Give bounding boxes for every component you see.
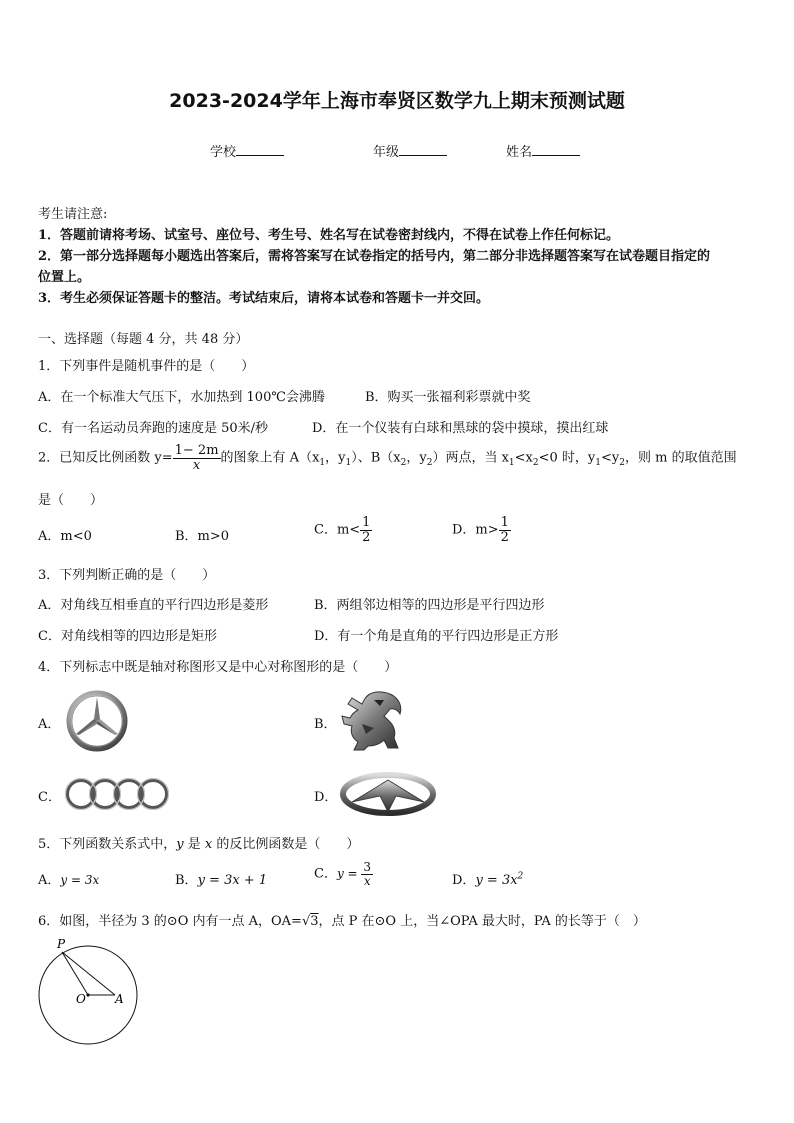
q4-stem: 4．下列标志中既是轴对称图形又是中心对称图形的是（ ）: [38, 660, 398, 675]
q2-option-c-label: C．m<: [314, 522, 361, 538]
q5-option-c-label: C．: [314, 866, 337, 882]
section-heading: 一、选择题（每题 4 分，共 48 分）: [38, 332, 249, 347]
q5-option-d-sup: 2: [517, 871, 524, 882]
q3-option-d[interactable]: D．有一个角是直角的平行四边形是正方形: [314, 629, 559, 644]
notice-item-1: 1．答题前请将考场、试室号、座位号、考生号、姓名写在试卷密封线内，不得在试卷上作任何标记。: [38, 228, 620, 243]
q5-option-a-expr: y = 3x: [60, 873, 100, 887]
segment-po: [62, 952, 88, 995]
q2-sub: 2: [619, 458, 625, 469]
q2-half-den: 2: [362, 529, 371, 545]
mercedes-logo-icon[interactable]: [66, 690, 128, 752]
grade-blank[interactable]: [399, 143, 447, 156]
q5-option-d-label: D．: [452, 873, 476, 888]
q6-sqrt-value: 3: [310, 914, 319, 929]
q6-stem-post: ，点 P 在⊙O 上，当∠OPA 最大时，PA 的长等于（ ）: [318, 914, 646, 929]
q2-sub: 2: [400, 458, 407, 469]
q5-option-c-num: 3: [363, 860, 372, 874]
q2-option-c[interactable]: [314, 516, 372, 544]
q4-option-b-label[interactable]: B．: [314, 717, 337, 732]
q5-option-b-expr: y = 3x + 1: [197, 873, 268, 888]
q3-option-b[interactable]: B．两组邻边相等的四边形是平行四边形: [314, 598, 545, 613]
q2-sub: 2: [426, 458, 433, 469]
grade-label: 年级: [373, 145, 400, 160]
q5-stem-mid: 是: [183, 837, 205, 852]
q3-option-a[interactable]: A．对角线互相垂直的平行四边形是菱形: [38, 598, 269, 613]
q5-option-c-den: x: [363, 873, 371, 888]
q2-sub: 1: [508, 458, 515, 469]
grade-field[interactable]: [373, 141, 447, 160]
q6-stem: [38, 910, 646, 929]
q2-frac-num: 1− 2m: [174, 443, 219, 458]
q6-circle-figure: [30, 935, 150, 1050]
q6-stem-pre: 6．如图，半径为 3 的⊙O 内有一点 A，OA=: [38, 914, 302, 929]
page-title: 2023-2024学年上海市奉贤区数学九上期末预测试题: [169, 90, 625, 112]
q2-stem: [38, 444, 737, 472]
q5-stem-post: 的反比例函数是（ ）: [212, 837, 360, 852]
q5-option-d-expr: y = 3x: [475, 873, 518, 888]
q2-option-d-label: D．m>: [452, 522, 499, 538]
q2-sub: 1: [595, 458, 601, 469]
q2-prefix: 2．已知反比例函数 y=: [38, 450, 173, 466]
q2-text-h: <y: [601, 450, 620, 466]
q2-stem-cont: 是（ ）: [38, 493, 104, 508]
q2-sub: 2: [532, 458, 539, 469]
q5-option-c-fraction: [361, 861, 373, 887]
name-blank[interactable]: [532, 143, 580, 156]
q2-text-d: ，y: [406, 450, 427, 466]
q2-option-a[interactable]: A．m<0: [38, 529, 92, 544]
q5-option-b[interactable]: [175, 869, 267, 888]
q1-option-c[interactable]: C．有一名运动员奔跑的速度是 50米/秒: [38, 421, 269, 436]
q2-text-c: ）、B（x: [351, 450, 401, 466]
q2-text-a: 的图象上有 A（x: [220, 450, 320, 466]
q2-text-i: ，则 m 的取值范围: [624, 450, 737, 466]
q5-option-c[interactable]: [314, 861, 373, 887]
segment-pa: [62, 952, 115, 995]
q5-option-b-label: B．: [175, 873, 198, 888]
q5-option-d[interactable]: [452, 869, 523, 888]
q2-option-b[interactable]: B．m>0: [175, 529, 230, 544]
q3-option-c[interactable]: C．对角线相等的四边形是矩形: [38, 629, 217, 644]
q2-half-num: 1: [500, 515, 509, 530]
q2-half-den: 2: [500, 529, 509, 545]
q2-half-num: 1: [362, 515, 371, 530]
school-label: 学校: [210, 145, 237, 160]
q4-option-d-label[interactable]: D．: [314, 790, 338, 805]
q5-stem-y: y: [176, 837, 184, 852]
audi-rings-logo-icon[interactable]: [62, 776, 174, 812]
notice-item-3: 3．考生必须保证答题卡的整洁。考试结束后，请将本试卷和答题卡一并交回。: [38, 291, 490, 306]
label-a: A: [115, 992, 124, 1006]
q2-text-f: <x: [514, 450, 533, 466]
q1-option-a[interactable]: A．在一个标准大气压下，水加热到 100℃会沸腾: [38, 390, 325, 405]
point-o: [86, 993, 89, 996]
q2-half-fraction: [360, 516, 372, 544]
q2-sub: 1: [319, 458, 326, 469]
q2-fraction: [173, 444, 221, 472]
peugeot-lion-logo-icon[interactable]: [340, 688, 406, 752]
q2-frac-den: x: [192, 457, 201, 473]
q5-stem: [38, 833, 359, 852]
notice-item-2-cont: 位置上。: [38, 270, 91, 285]
q2-option-d[interactable]: [452, 516, 511, 544]
q5-option-c-expr: y =: [336, 866, 362, 881]
q3-stem: 3．下列判断正确的是（ ）: [38, 568, 216, 583]
q2-text-g: <0 时，y: [538, 450, 596, 466]
name-field[interactable]: [506, 141, 580, 160]
q5-option-a-label: A．: [38, 873, 61, 888]
q4-option-c-label[interactable]: C．: [38, 790, 61, 805]
q1-option-b[interactable]: B．购买一张福利彩票就中奖: [365, 390, 531, 405]
name-label: 姓名: [506, 145, 533, 160]
label-o: O: [76, 992, 86, 1006]
q5-stem-x: x: [204, 837, 213, 852]
q4-option-a-label[interactable]: A．: [38, 717, 61, 732]
sqrt-symbol: √: [301, 914, 311, 929]
q1-option-d[interactable]: D．在一个仪装有白球和黑球的袋中摸球，摸出红球: [312, 421, 609, 436]
label-p: P: [57, 937, 66, 951]
q2-text-b: ，y: [325, 450, 346, 466]
school-field[interactable]: [210, 141, 284, 160]
q5-option-a[interactable]: [38, 869, 99, 888]
q5-stem-pre: 5．下列函数关系式中，: [38, 837, 177, 852]
infiniti-logo-icon[interactable]: [340, 772, 436, 816]
q2-text-e: ）两点，当 x: [432, 450, 509, 466]
q2-sub: 1: [345, 458, 352, 469]
q2-half-fraction: [499, 516, 511, 544]
notice-item-2: 2．第一部分选择题每小题选出答案后，需将答案写在试卷指定的括号内，第二部分非选择题答案写在试卷题目指定的: [38, 249, 711, 264]
school-blank[interactable]: [236, 143, 284, 156]
q1-stem: 1．下列事件是随机事件的是（ ）: [38, 359, 255, 374]
notice-heading: 考生请注意:: [38, 207, 108, 222]
